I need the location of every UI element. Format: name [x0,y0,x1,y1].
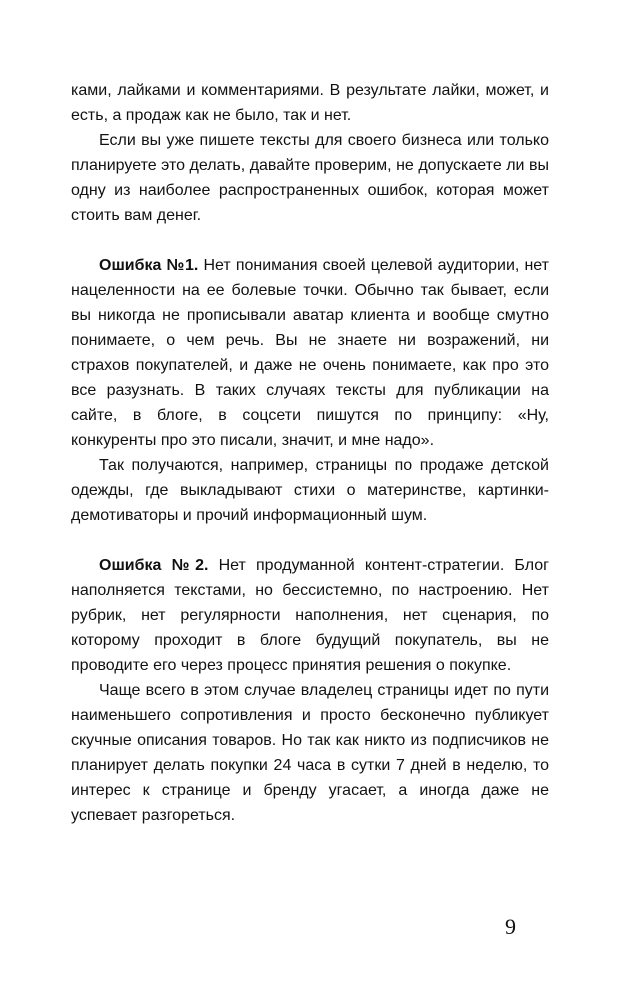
paragraph-error-2 [71,553,549,678]
error-1-label: Ошибка №1. [99,257,199,274]
paragraph-gap [71,528,549,553]
error-2-text: Нет продуманной контент-стратегии. Блог наполняется текстами, но бессистемно, по настроению. Нет рубрик, нет регулярности наполнения, нет сценария, по которому проходит в блоге будущий покупатель, вы не проводите его через процесс принятия решения о покупке. [71,557,549,674]
paragraph-error-2-example: Чаще всего в этом случае владелец страницы идет по пути наименьшего сопротивления и просто бесконечно публикует скучные описания товаров. Но так как никто из подписчиков не планирует делать покупки 24 часа в сутки 7 дней в неделю, то интерес к странице и бренду угасает, а иногда даже не успевает разгореться. [71,682,549,824]
paragraph-intro: Если вы уже пишете тексты для своего бизнеса или только планируете это делать, давайте проверим, не допускаете ли вы одну из наиболее распространенных ошибок, которая может стоить вам денег. [71,132,549,224]
error-2-label: Ошибка №2. [99,557,209,574]
paragraph-error-1-example: Так получаются, например, страницы по продаже детской одежды, где выкладывают стихи о материнстве, картинки-демотиваторы и прочий информационный шум. [71,457,549,524]
error-1-text: Нет понимания своей целевой аудитории, нет нацеленности на ее болевые точки. Обычно так бывает, если вы никогда не прописывали аватар клиента и вообще смутно понимаете, о чем речь. Вы не знаете ни возражений, ни страхов покупателей, и даже не очень понимаете, как про это все разузнать. В таких случаях тексты для публикации на сайте, в блоге, в соцсети пишутся по принципу: «Ну, конкуренты про это писали, значит, и мне надо». [71,257,549,449]
book-page-text [71,78,549,828]
page-number: 9 [505,914,516,939]
paragraph-error-1 [71,253,549,453]
paragraph-gap [71,228,549,253]
paragraph-continuation: ками, лайками и комментариями. В результате лайки, может, и есть, а продаж как не было, так и нет. [71,82,549,124]
